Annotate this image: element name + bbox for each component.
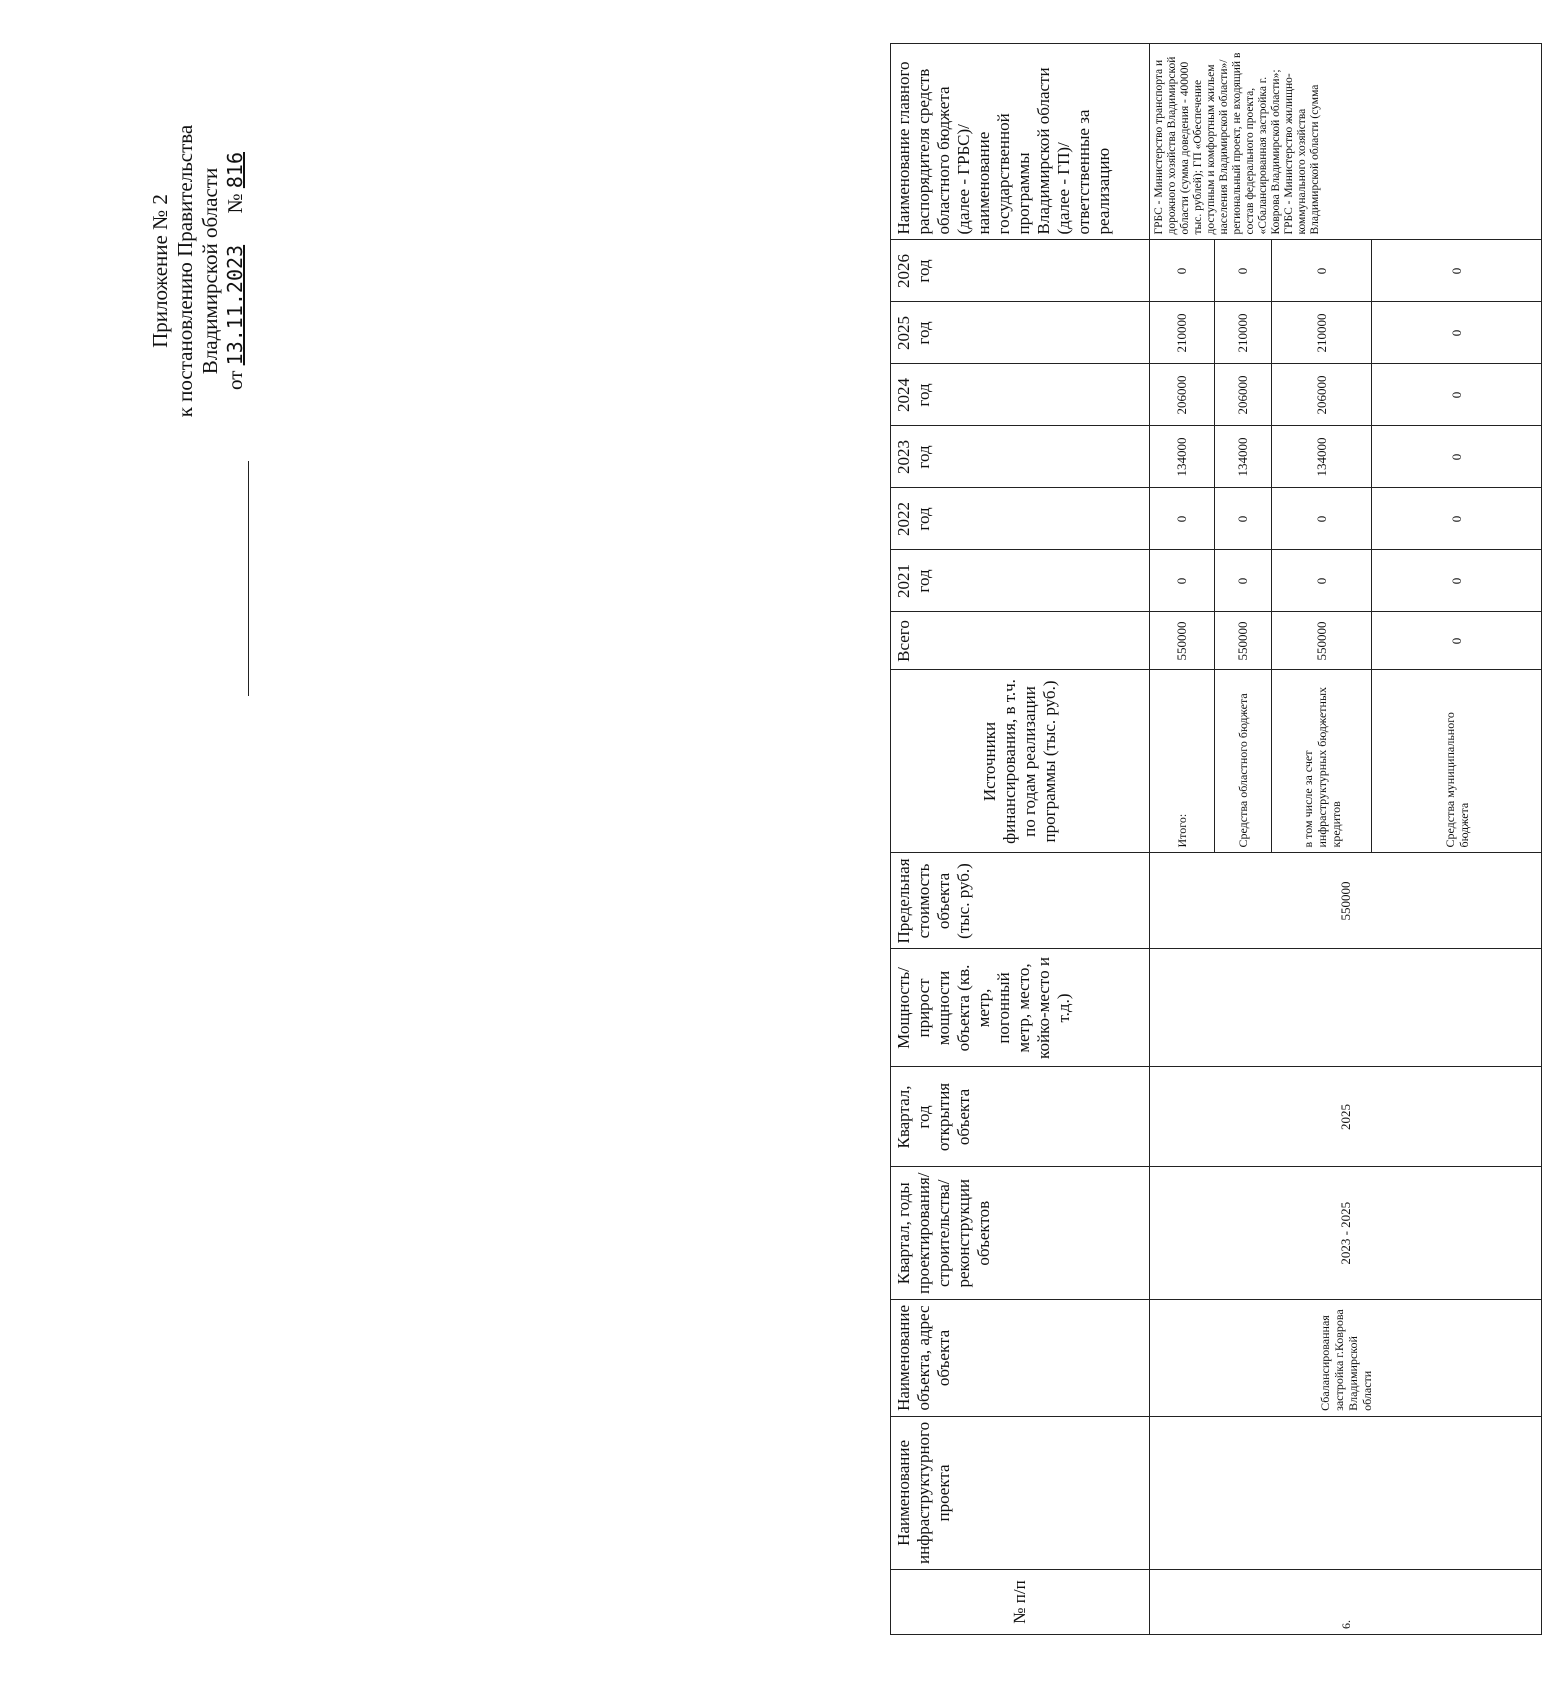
source-total: 0: [1372, 612, 1542, 670]
col-header-2026: 2026 год: [891, 240, 1150, 302]
col-header-max-cost: Предельная стоимость объекта (тыс. руб.): [891, 853, 1150, 949]
col-header-2021: 2021 год: [891, 550, 1150, 612]
col-header-num: № п/п: [891, 1570, 1150, 1635]
source-total: 550000: [1215, 612, 1272, 670]
table-row: [1150, 44, 1215, 1635]
number-prefix: №: [223, 193, 247, 214]
source-total: 550000: [1150, 612, 1215, 670]
grbs-text: ГРБС - Министерство транспорта и дорожного хозяйства Владимирской области (сумма доведения - 400000 тыс. рублей); ГП «Обеспечение доступным и комфортным жильем населения Владимирской области»/региональный проект, не входящий в состав федерального проекта, «Сбалансированная застройка г. Коврова Владимирской области»; ГРБС - Министерство жилищно-коммунального хозяйства Владимирской области (сумма: [1150, 44, 1542, 240]
col-header-2024: 2024 год: [891, 364, 1150, 426]
number-underline: [248, 461, 249, 696]
project-name: [1150, 1416, 1542, 1569]
col-header-project: Наименование инфраструктурного проекта: [891, 1416, 1150, 1569]
objects-table: [890, 43, 1542, 1635]
source-2025: 210000: [1215, 302, 1272, 364]
source-total: 550000: [1272, 612, 1372, 670]
col-header-years: Квартал, годы проектирования/строительства/реконструкции объектов: [891, 1167, 1150, 1300]
col-header-sources: Источники финансирования, в т.ч. по годам реализации программы (тыс. руб.): [891, 670, 1150, 853]
resolution-line: к постановлению Правительства: [173, 124, 197, 418]
source-2026: 0: [1215, 240, 1272, 302]
col-header-2023: 2023 год: [891, 426, 1150, 488]
date-prefix: от: [223, 370, 247, 390]
col-header-2022: 2022 год: [891, 488, 1150, 550]
source-2024: 206000: [1150, 364, 1215, 426]
source-2023: 134000: [1272, 426, 1372, 488]
object-name: Сбалансированная застройка г.Коврова Владимирской области: [1150, 1299, 1542, 1416]
source-2022: 0: [1215, 488, 1272, 550]
source-2025: 210000: [1272, 302, 1372, 364]
resolution-date: 13.11.2023: [223, 244, 247, 366]
date-number-line: [223, 11, 248, 531]
col-header-object: Наименование объекта, адрес объекта: [891, 1299, 1150, 1416]
col-header-open-year: Квартал, год открытия объекта: [891, 1067, 1150, 1167]
source-label: Итого:: [1150, 670, 1215, 853]
source-2021: 0: [1372, 550, 1542, 612]
source-2022: 0: [1272, 488, 1372, 550]
resolution-number: 816: [223, 152, 247, 189]
source-2023: 0: [1372, 426, 1542, 488]
open-year: 2025: [1150, 1067, 1542, 1167]
col-header-capacity: Мощность/прирост мощности объекта (кв. метр, погонный метр, место, койко-место и т.д.): [891, 949, 1150, 1067]
source-2026: 0: [1150, 240, 1215, 302]
construction-years: 2023 - 2025: [1150, 1167, 1542, 1300]
source-2024: 206000: [1272, 364, 1372, 426]
source-2022: 0: [1150, 488, 1215, 550]
source-2025: 210000: [1150, 302, 1215, 364]
source-2023: 134000: [1150, 426, 1215, 488]
col-header-2025: 2025 год: [891, 302, 1150, 364]
capacity-value: [1150, 949, 1542, 1067]
source-2024: 0: [1372, 364, 1542, 426]
source-2021: 0: [1150, 550, 1215, 612]
table-header-row: [891, 44, 1150, 1635]
source-2021: 0: [1215, 550, 1272, 612]
source-2023: 134000: [1215, 426, 1272, 488]
source-2021: 0: [1272, 550, 1372, 612]
appendix-title: Приложение № 2: [148, 194, 172, 348]
source-label: Средства областного бюджета: [1215, 670, 1272, 853]
region-line: Владимирской области: [198, 167, 222, 375]
source-2026: 0: [1372, 240, 1542, 302]
source-label: Средства муниципального бюджета: [1372, 670, 1542, 853]
col-header-grbs: Наименование главного распорядителя средств областного бюджета (далее - ГРБС)/наименование государственной программы Владимирской области (далее - ГП)/ответственные за реализацию: [891, 44, 1150, 240]
source-label: в том числе за счет инфраструктурных бюджетных кредитов: [1272, 670, 1372, 853]
source-2026: 0: [1272, 240, 1372, 302]
source-2024: 206000: [1215, 364, 1272, 426]
max-cost-value: 550000: [1150, 853, 1542, 949]
source-2025: 0: [1372, 302, 1542, 364]
source-2022: 0: [1372, 488, 1542, 550]
col-header-total: Всего: [891, 612, 1150, 670]
row-number: 6.: [1150, 1570, 1542, 1635]
